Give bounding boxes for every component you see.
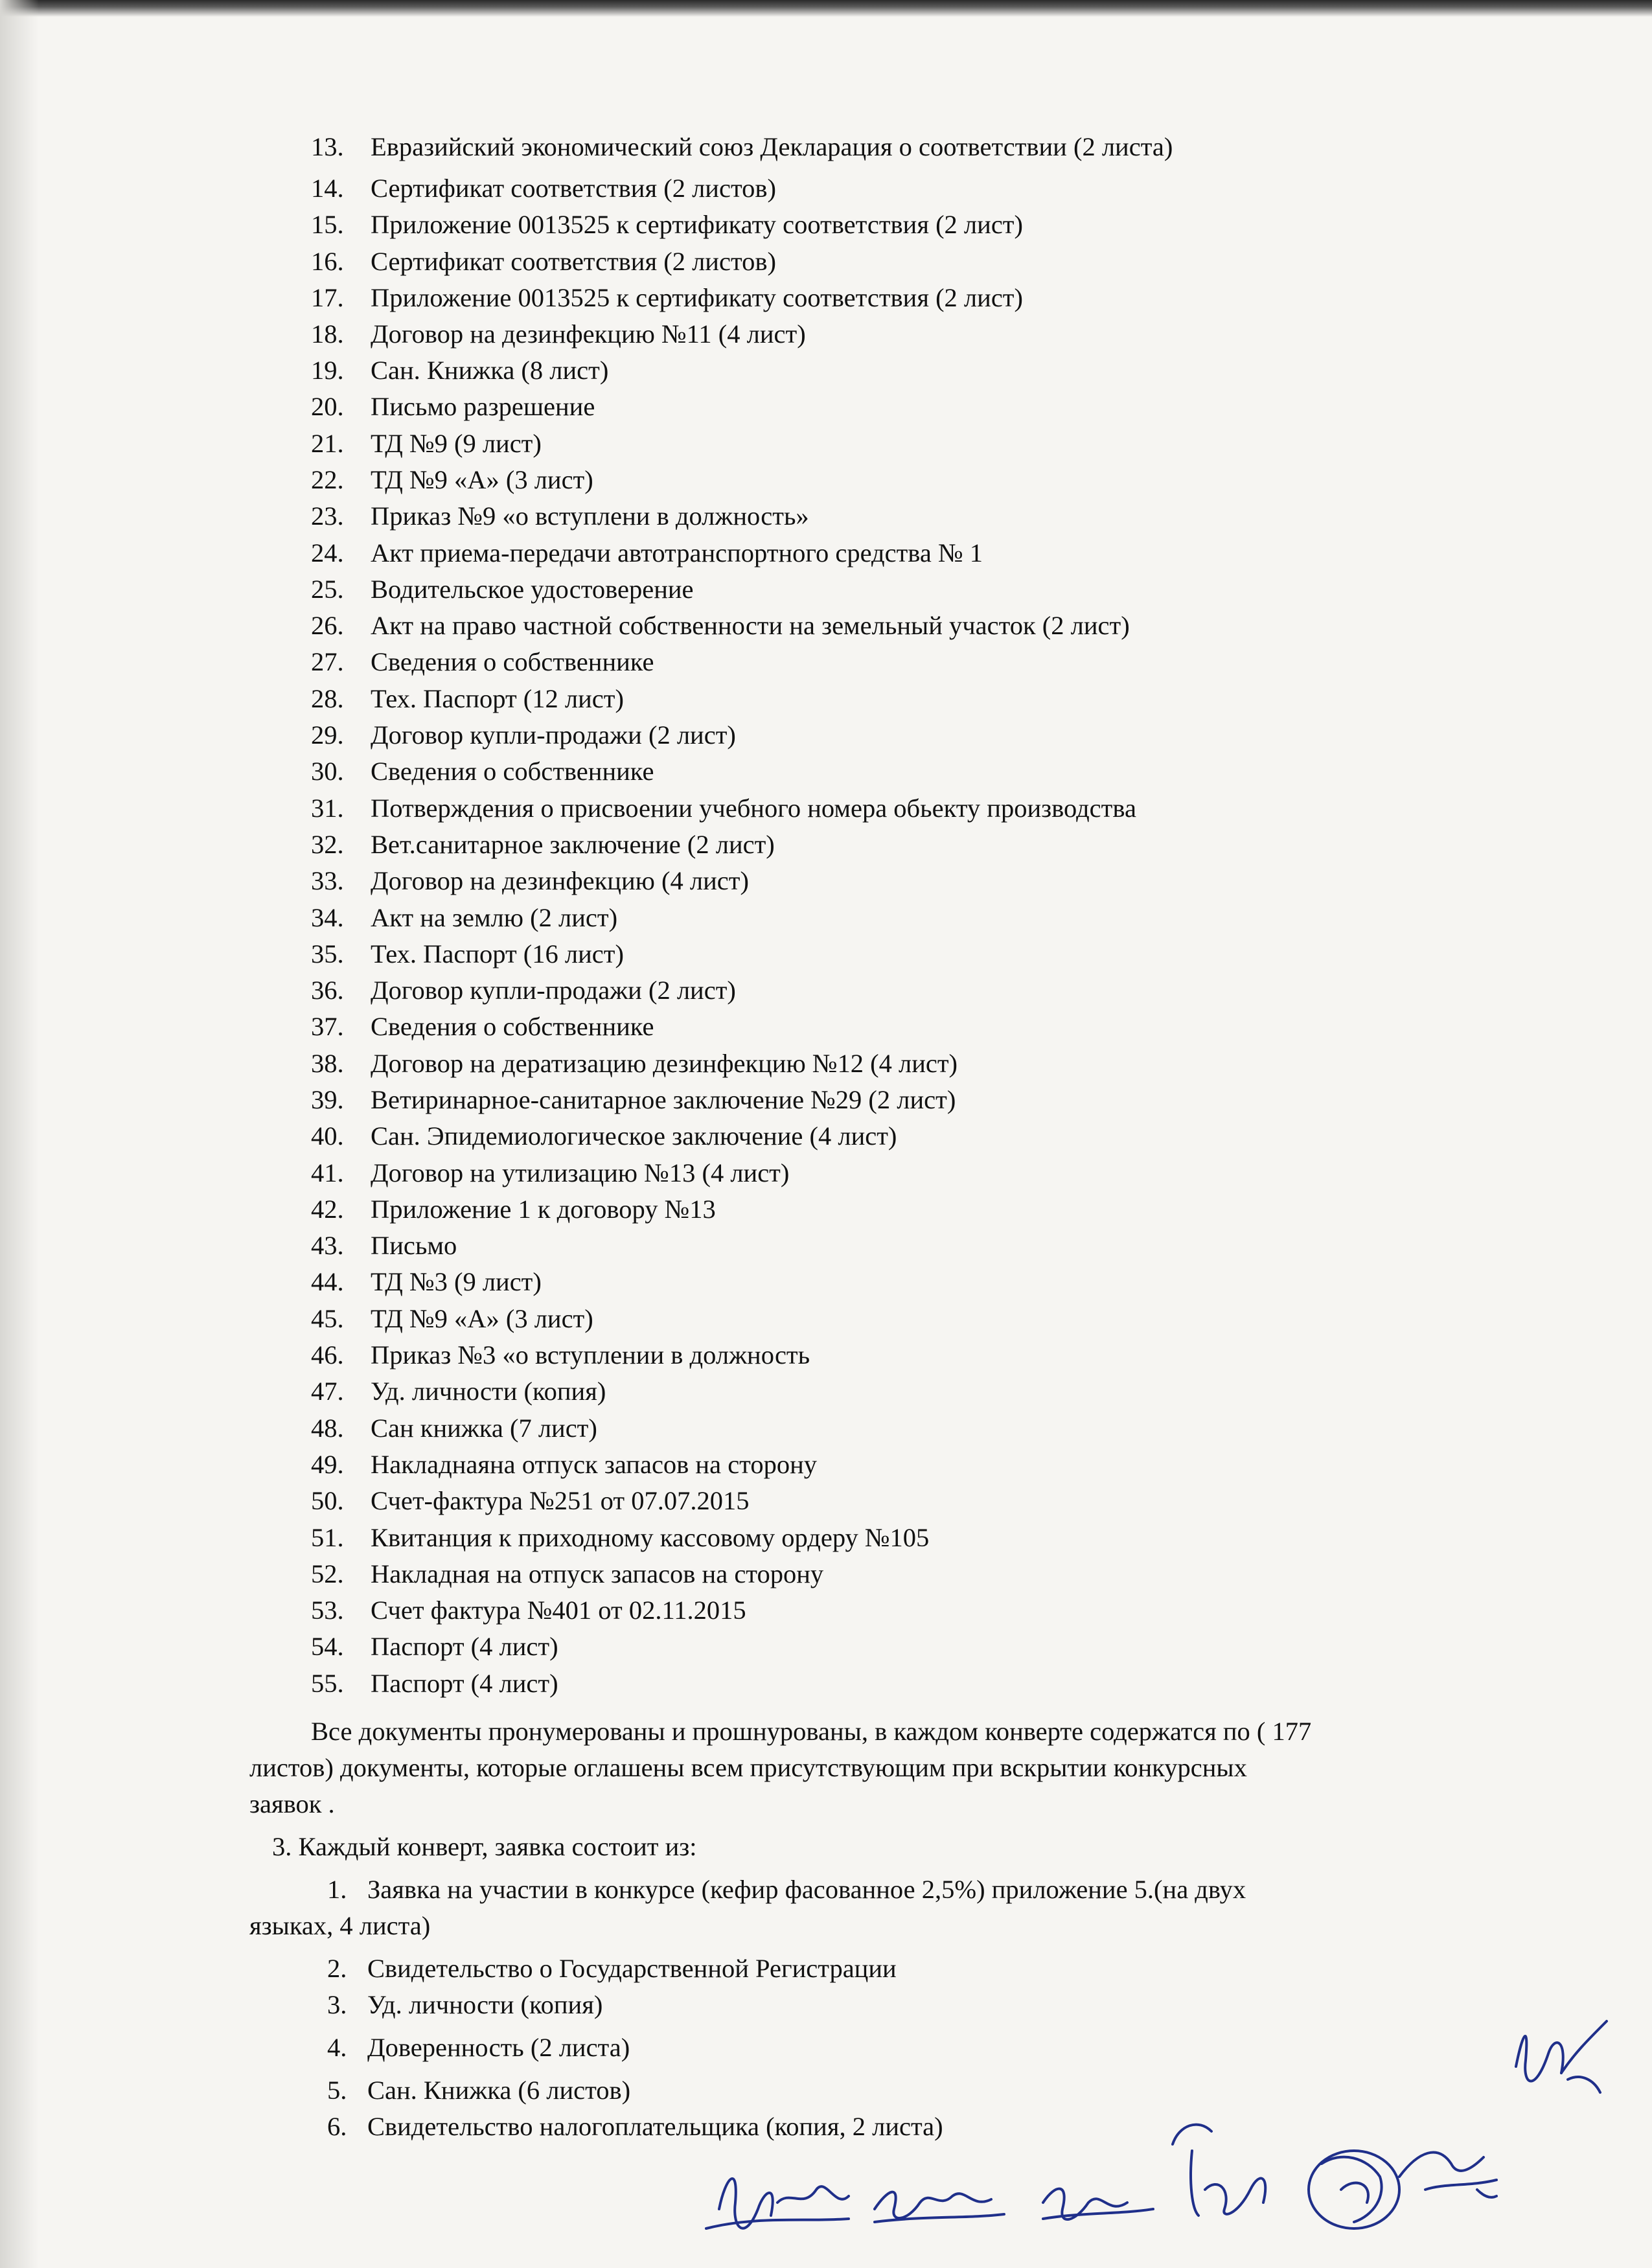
list-item: 51. Квитанция к приходному кассовому ордеру №105	[311, 1523, 930, 1552]
list-item: 14. Сертификат соответствия (2 листов)	[311, 174, 776, 203]
list-item: 5. Сан. Книжка (6 листов)	[327, 2076, 631, 2105]
list-item: 39. Ветиринарное-санитарное заключение №29 (2 лист)	[311, 1085, 956, 1114]
list-item: 28. Тех. Паспорт (12 лист)	[311, 684, 624, 713]
list-item: 45. ТД №9 «А» (3 лист)	[311, 1304, 593, 1333]
list-item: 41. Договор на утилизацию №13 (4 лист)	[311, 1158, 790, 1187]
list-item: 53. Счет фактура №401 от 02.11.2015	[311, 1596, 746, 1625]
list-item: 20. Письмо разрешение	[311, 392, 595, 421]
list-item: 49. Накладнаяна отпуск запасов на сторону	[311, 1450, 818, 1479]
list-item: 29. Договор купли-продажи (2 лист)	[311, 720, 736, 750]
list-item: 25. Водительское удостоверение	[311, 575, 694, 604]
list-item: 2. Свидетельство о Государственной Регистрации	[327, 1954, 897, 1983]
list-item: 4. Доверенность (2 листа)	[327, 2033, 630, 2062]
signature-mark	[1309, 2151, 1497, 2228]
signatures	[680, 1995, 1626, 2254]
list-item: 55. Паспорт (4 лист)	[311, 1669, 558, 1698]
list-item: 46. Приказ №3 «о вступлении в должность	[311, 1340, 810, 1369]
summary-paragraph-line: Все документы пронумерованы и прошнурованы, в каждом конверте содержатся по ( 177	[311, 1717, 1312, 1746]
list-item: 30. Сведения о собственнике	[311, 757, 654, 786]
list-item: 31. Потверждения о присвоении учебного номера обьекту производства	[311, 794, 1136, 823]
signature-mark	[706, 2179, 849, 2228]
list-item: 18. Договор на дезинфекцию №11 (4 лист)	[311, 319, 806, 349]
list-item: 50. Счет-фактура №251 от 07.07.2015	[311, 1486, 750, 1515]
list-item: 3. Уд. личности (копия)	[327, 1990, 603, 2019]
list-item: 1. Заявка на участии в конкурсе (кефир фасованное 2,5%) приложение 5.(на двух	[327, 1875, 1246, 1904]
list-item: 42. Приложение 1 к договору №13	[311, 1195, 716, 1224]
list-item: 6. Свидетельство налогоплательщика (копия, 2 листа)	[327, 2112, 943, 2141]
list-item: 48. Сан книжка (7 лист)	[311, 1414, 597, 1443]
list-item: 26. Акт на право частной собственности на земельный участок (2 лист)	[311, 611, 1130, 640]
list-item: 40. Сан. Эпидемиологическое заключение (4 лист)	[311, 1121, 897, 1151]
list-item: 32. Вет.санитарное заключение (2 лист)	[311, 830, 775, 859]
list-item: 47. Уд. личности (копия)	[311, 1377, 606, 1406]
list-item: 34. Акт на землю (2 лист)	[311, 903, 618, 932]
list-item: 16. Сертификат соответствия (2 листов)	[311, 247, 776, 276]
summary-paragraph-line: заявок .	[249, 1789, 335, 1818]
signature-mark	[875, 2192, 1004, 2222]
list-item: 21. ТД №9 (9 лист)	[311, 429, 542, 458]
list-item: 44. ТД №3 (9 лист)	[311, 1267, 542, 1296]
list-item: 38. Договор на дератизацию дезинфекцию №12 (4 лист)	[311, 1049, 958, 1078]
list-item: 23. Приказ №9 «о вступлени в должность»	[311, 501, 809, 531]
summary-paragraph-line: листов) документы, которые оглашены всем присутствующим при вскрытии конкурсных	[249, 1753, 1247, 1782]
signature-mark	[1173, 2125, 1265, 2216]
list-item: 33. Договор на дезинфекцию (4 лист)	[311, 866, 749, 895]
list-item: 35. Тех. Паспорт (16 лист)	[311, 939, 624, 968]
list-item: 15. Приложение 0013525 к сертификату соответствия (2 лист)	[311, 210, 1023, 239]
list-item: 54. Паспорт (4 лист)	[311, 1632, 558, 1661]
list-item: 24. Акт приема-передачи автотранспортного средства № 1	[311, 538, 983, 567]
list-item: 37. Сведения о собственнике	[311, 1012, 654, 1041]
list-item: 17. Приложение 0013525 к сертификату соответствия (2 лист)	[311, 283, 1023, 312]
list-item: 36. Договор купли-продажи (2 лист)	[311, 976, 736, 1005]
list-item: 52. Накладная на отпуск запасов на сторону	[311, 1559, 824, 1588]
list-item-continuation: языках, 4 листа)	[249, 1911, 431, 1940]
list-item: 13. Евразийский экономический союз Декларация о соответствии (2 листа)	[311, 132, 1173, 161]
signature-mark	[1043, 2189, 1153, 2219]
list-item: 22. ТД №9 «А» (3 лист)	[311, 465, 593, 494]
list-item: 43. Письмо	[311, 1231, 457, 1260]
signature-mark	[1516, 2021, 1607, 2092]
list-item: 27. Сведения о собственнике	[311, 647, 654, 676]
section-heading: 3. Каждый конверт, заявка состоит из:	[272, 1832, 697, 1861]
list-item: 19. Сан. Книжка (8 лист)	[311, 356, 609, 385]
